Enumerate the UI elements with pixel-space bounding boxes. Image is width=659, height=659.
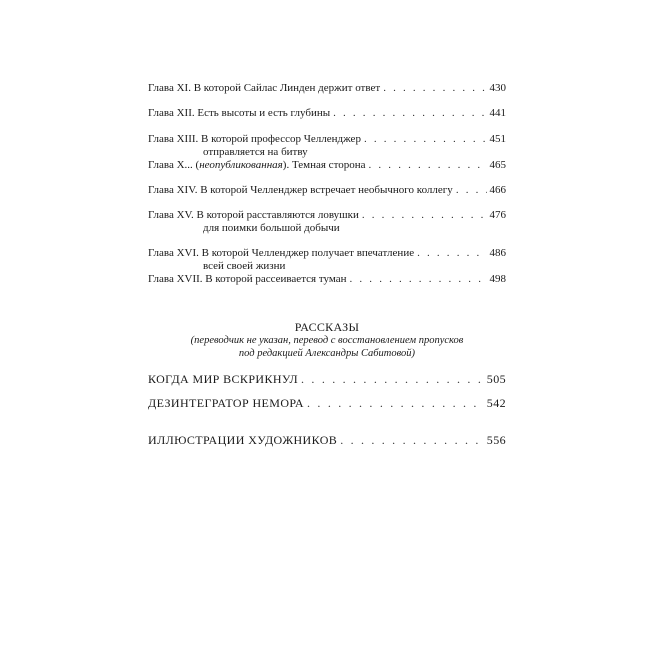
entry-page: 542 [486,396,506,410]
entry-page: 465 [489,159,506,171]
entry-title: ДЕЗИНТЕГРАТОР НЕМОРА [148,396,305,410]
entry-page: 451 [489,133,506,145]
entry-page: 556 [486,433,506,447]
entry-page: 466 [489,184,506,196]
entry-title [148,159,366,172]
toc-entry [148,273,506,286]
entry-title: Глава XIII. В которой профессор Челленджер [148,133,361,145]
toc-entry [148,107,506,120]
entry-title: Глава XV. В которой расставляются ловушки [148,209,359,221]
toc-entry [148,133,506,159]
entry-page: 505 [486,372,506,386]
section-title: РАССКАЗЫ [294,320,360,334]
dot-leader [333,107,486,120]
dot-leader [417,247,486,260]
dot-leader [350,273,487,286]
toc-entry [148,397,506,410]
dot-leader [362,209,487,222]
entry-title: Глава XVII. В которой рассеивается туман [148,273,347,285]
entry-page: 498 [489,273,506,285]
entry-title-italic: неопубликованная [199,159,283,171]
entry-title: ИЛЛЮСТРАЦИИ ХУДОЖНИКОВ [148,433,338,447]
entry-title-prefix: Глава X... ( [148,159,200,171]
entry-page: 430 [489,82,506,94]
toc-entry [148,434,506,447]
entry-page: 441 [489,107,506,119]
dot-leader [456,184,487,197]
entry-title-suffix: ). Темная сторона [282,159,366,171]
entry-continuation: всей своей жизни [203,260,286,272]
toc-entry [148,373,506,386]
toc-entry [148,247,506,273]
entry-title: Глава XI. В которой Сайлас Линден держит ответ [148,82,381,94]
dot-leader [369,159,487,172]
entry-title: Глава XVI. В которой Челленджер получает впечатление [148,247,415,259]
dot-leader [383,82,486,95]
dot-leader [307,397,484,410]
section-note-line-2: под редакцией Александры Сабитовой) [238,348,416,359]
entry-continuation: отправляется на битву [203,146,308,158]
toc-entry [148,209,506,235]
entry-title: КОГДА МИР ВСКРИКНУЛ [148,372,299,386]
dot-leader [340,434,484,447]
entry-page: 476 [489,209,506,221]
toc-entry [148,159,506,172]
dot-leader [364,133,487,146]
entry-title: Глава XIV. В которой Челленджер встречает необычного коллегу [148,184,453,196]
toc-entry [148,184,506,197]
stories-section-header [148,320,506,360]
section-note-line-1: (переводчик не указан, перевод с восстановлением пропусков [190,335,464,346]
dot-leader [301,373,484,386]
entry-page: 486 [489,247,506,259]
entry-continuation: для поимки большой добычи [203,222,340,234]
toc-entry [148,82,506,95]
entry-title: Глава XII. Есть высоты и есть глубины [148,107,331,119]
